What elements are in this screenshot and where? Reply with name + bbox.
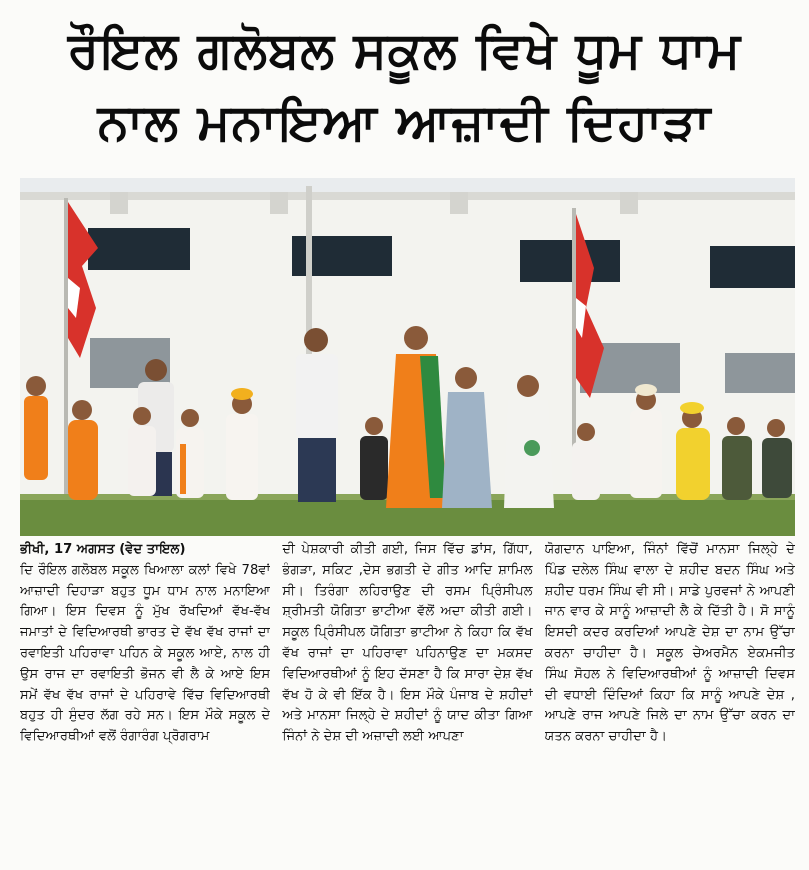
- dateline: ਭੀਖੀ, 17 ਅਗਸਤ (ਵੇਦ ਤਾਇਲ): [20, 542, 186, 557]
- article-column-3-text: ਯੋਗਦਾਨ ਪਾਇਆ, ਜਿੰਨਾਂ ਵਿੱਚੋਂ ਮਾਨਸਾ ਜਿਲ੍ਹੇ ਦੇ ਪਿੰਡ ਦਲੇਲ ਸਿੰਘ ਵਾਲਾ ਦੇ ਸ਼ਹੀਦ ਬਦਨ ਸਿੰਘ ਅਤੇ ਸ਼ਹੀਦ ਧਰਮ ਸਿੰਘ ਵੀ ਸੀ। ਸਾਡੇ ਪੁਰਵਜਾਂ ਨੇ ਆਪਣੀ ਜਾਨ ਵਾਰ ਕੇ ਸਾਨੂੰ ਆਜ਼ਾਦੀ ਲੈ ਕੇ ਦਿੱਤੀ ਹੈ। ਸੋ ਸਾਨੂੰ ਇਸਦੀ ਕਦਰ ਕਰਦਿਆਂ ਆਪਣੇ ਦੇਸ਼ ਦਾ ਨਾਮ ਉੱਚਾ ਕਰਨਾ ਚਾਹੀਦਾ ਹੈ। ਸਕੂਲ ਚੇਅਰਮੈਨ ਏਕਮਜੀਤ ਸਿੰਘ ਸੋਹਲ ਨੇ ਵਿਦਿਆਰਥੀਆਂ ਨੂੰ ਆਜ਼ਾਦੀ ਦਿਵਸ ਦੀ ਵਧਾਈ ਦਿੰਦਿਆਂ ਕਿਹਾ ਕਿ ਸਾਨੂੰ ਆਪਣੇ ਦੇਸ਼ , ਆਪਣੇ ਰਾਜ ਆਪਣੇ ਜਿਲੇ ਦਾ ਨਾਮ ਉੱਚਾ ਕਰਨ ਦਾ ਯਤਨ ਕਰਨਾ ਚਾਹੀਦਾ ਹੈ।: [544, 542, 795, 745]
- article-column-2: [282, 540, 532, 866]
- article-column-1: [20, 540, 270, 866]
- article-column-2-text: ਦੀ ਪੇਸ਼ਕਾਰੀ ਕੀਤੀ ਗਈ, ਜਿਸ ਵਿੱਚ ਡਾਂਸ, ਗਿੱਧਾ, ਭੰਗੜਾ, ਸਕਿਟ ,ਦੇਸ ਭਗਤੀ ਦੇ ਗੀਤ ਆਦਿ ਸ਼ਾਮਿਲ ਸੀ। ਤਿਰੰਗਾ ਲਹਿਰਾਉਣ ਦੀ ਰਸਮ ਪ੍ਰਿੰਸੀਪਲ ਸ਼੍ਰੀਮਤੀ ਯੋਗਿਤਾ ਭਾਟੀਆ ਵੱਲੋਂ ਅਦਾ ਕੀਤੀ ਗਈ। ਸਕੂਲ ਪ੍ਰਿੰਸੀਪਲ ਯੋਗਿਤਾ ਭਾਟੀਆ ਨੇ ਕਿਹਾ ਕਿ ਵੱਖ ਵੱਖ ਰਾਜਾਂ ਦਾ ਪਹਿਰਾਵਾ ਪਹਿਨਾਉਣ ਦਾ ਮਕਸਦ ਵਿਦਿਆਰਥੀਆਂ ਨੂੰ ਇਹ ਦੱਸਣਾ ਹੈ ਕਿ ਸਾਰਾ ਦੇਸ਼ ਵੱਖ ਵੱਖ ਹੋ ਕੇ ਵੀ ਇੱਕ ਹੈ। ਇਸ ਮੌਕੇ ਪੰਜਾਬ ਦੇ ਸ਼ਹੀਦਾਂ ਅਤੇ ਮਾਨਸਾ ਜਿਲ੍ਹੇ ਦੇ ਸ਼ਹੀਦਾਂ ਨੂੰ ਯਾਦ ਕੀਤਾ ਗਿਆ ਜਿੰਨਾਂ ਨੇ ਦੇਸ਼ ਦੀ ਅਜ਼ਾਦੀ ਲਈ ਆਪਣਾ: [282, 542, 533, 745]
- headline-line-1: ਰੌਇਲ ਗਲੋਬਲ ਸਕੂਲ ਵਿਖੇ ਧੂਮ ਧਾਮ: [67, 21, 742, 79]
- article-column-1-text: ਦਿ ਰੌਇਲ ਗਲੋਬਲ ਸਕੂਲ ਖਿਆਲਾ ਕਲਾਂ ਵਿਖੇ 78ਵਾਂ ਆਜ਼ਾਦੀ ਦਿਹਾੜਾ ਬਹੁਤ ਧੂਮ ਧਾਮ ਨਾਲ ਮਨਾਇਆ ਗਿਆ। ਇਸ ਦਿਵਸ ਨੂੰ ਮੁੱਖ ਰੱਖਦਿਆਂ ਵੱਖ-ਵੱਖ ਜਮਾਤਾਂ ਦੇ ਵਿਦਿਆਰਥੀ ਭਾਰਤ ਦੇ ਵੱਖ ਵੱਖ ਰਾਜਾਂ ਦਾ ਰਵਾਇਤੀ ਪਹਿਰਾਵਾ ਪਹਿਨ ਕੇ ਸਕੂਲ ਆਏ, ਨਾਲ ਹੀ ਉਸ ਰਾਜ ਦਾ ਰਵਾਇਤੀ ਭੋਜਨ ਵੀ ਲੈ ਕੇ ਆਏ ਇਸ ਸਮੇਂ ਵੱਖ ਵੱਖ ਰਾਜਾਂ ਦੇ ਪਹਿਰਾਵੇ ਵਿੱਚ ਵਿਦਿਆਰਥੀ ਬਹੁਤ ਹੀ ਸੁੰਦਰ ਲੱਗ ਰਹੇ ਸਨ। ਇਸ ਮੌਕੇ ਸਕੂਲ ਦੇ ਵਿਦਿਆਰਥੀਆਂ ਵਲੋਂ ਰੰਗਾਰੰਗ ਪ੍ਰੋਗਰਾਮ: [20, 562, 271, 745]
- headline: [0, 0, 809, 172]
- article-body: [20, 540, 795, 866]
- article-column-3: [545, 540, 795, 866]
- flag-hoisting-photo: [20, 178, 795, 536]
- news-photo: [20, 178, 795, 536]
- headline-line-2: ਨਾਲ ਮਨਾਇਆ ਆਜ਼ਾਦੀ ਦਿਹਾੜਾ: [97, 93, 712, 151]
